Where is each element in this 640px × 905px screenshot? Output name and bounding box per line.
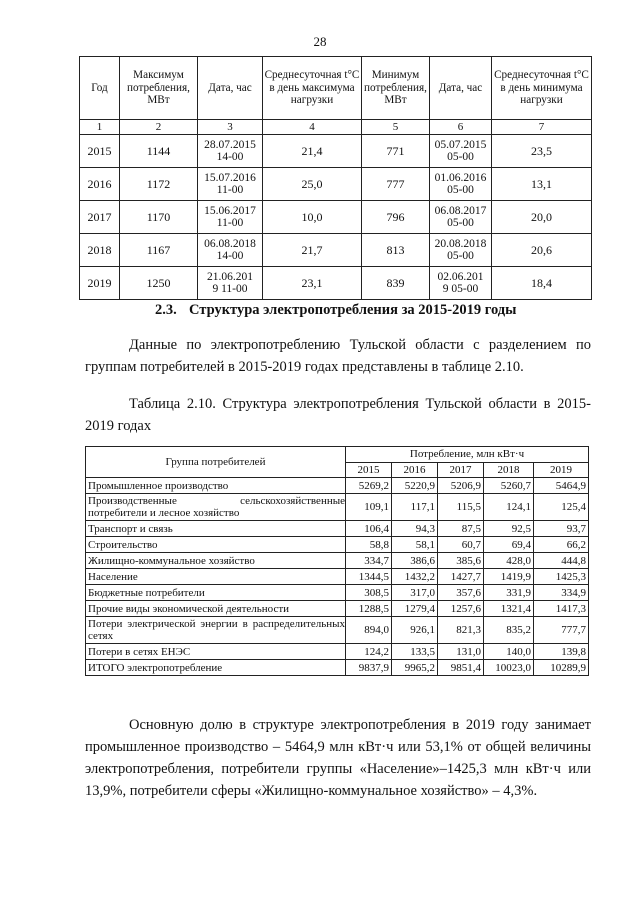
max-cell: 1144 <box>120 135 198 168</box>
min-cell: 813 <box>362 234 430 267</box>
temp-min-cell: 13,1 <box>492 168 592 201</box>
date-text: 06.08.2018 <box>204 237 256 250</box>
date-text: 15.06.2017 <box>204 204 256 217</box>
max-date-cell <box>198 201 263 234</box>
consumption-header: Потребление, млн кВт·ч <box>346 447 589 463</box>
value-cell: 106,4 <box>346 521 392 537</box>
group-cell: Транспорт и связь <box>86 521 346 537</box>
value-cell: 1419,9 <box>484 569 534 585</box>
temp-min-cell: 18,4 <box>492 267 592 300</box>
time-text: 05-00 <box>447 217 474 229</box>
header-min-temperature: Среднесуточная t°C в день минимума нагрузки <box>492 57 592 120</box>
intro-paragraph-text: Данные по электропотреблению Тульской области с разделением по группам потребителей в 2015-2019 годах представлены в таблице 2.10. <box>85 337 591 375</box>
value-cell: 331,9 <box>484 585 534 601</box>
value-cell: 5260,7 <box>484 478 534 494</box>
date-text: 21.06.201 <box>207 270 253 283</box>
table-row <box>86 601 589 617</box>
time-text: 05-00 <box>447 184 474 196</box>
value-cell: 5220,9 <box>392 478 438 494</box>
value-cell: 821,3 <box>438 617 484 644</box>
temp-max-cell: 10,0 <box>263 201 362 234</box>
value-cell: 9851,4 <box>438 660 484 676</box>
temp-min-cell: 20,6 <box>492 234 592 267</box>
value-cell: 10289,9 <box>534 660 589 676</box>
value-cell: 357,6 <box>438 585 484 601</box>
value-cell: 1288,5 <box>346 601 392 617</box>
date-text: 28.07.2015 <box>204 138 256 151</box>
value-cell: 444,8 <box>534 553 589 569</box>
value-cell: 385,6 <box>438 553 484 569</box>
date-text: 06.08.2017 <box>434 204 487 217</box>
group-cell: Производственные сельскохозяйственные потребители и лесное хозяйство <box>86 494 346 521</box>
time-text: 05-00 <box>447 250 474 262</box>
value-cell: 125,4 <box>534 494 589 521</box>
time-text: 14-00 <box>216 151 244 163</box>
table-row <box>80 267 592 300</box>
min-cell: 796 <box>362 201 430 234</box>
table-row <box>86 553 589 569</box>
value-cell: 58,8 <box>346 537 392 553</box>
min-date-cell <box>430 267 492 300</box>
header-min-consumption: Минимум потребления, МВт <box>362 57 430 120</box>
max-cell: 1250 <box>120 267 198 300</box>
value-cell: 109,1 <box>346 494 392 521</box>
group-cell: ИТОГО электропотребление <box>86 660 346 676</box>
intro-paragraph <box>85 334 591 378</box>
value-cell: 1344,5 <box>346 569 392 585</box>
value-cell: 124,1 <box>484 494 534 521</box>
header-max-temperature: Среднесуточная t°C в день максимума нагрузки <box>263 57 362 120</box>
column-index-row <box>80 120 592 135</box>
section-title: Структура электропотребления за 2015-2019 годы <box>189 302 517 318</box>
value-cell: 308,5 <box>346 585 392 601</box>
year-cell: 2018 <box>80 234 120 267</box>
group-cell: Жилищно-коммунальное хозяйство <box>86 553 346 569</box>
value-cell: 334,7 <box>346 553 392 569</box>
value-cell: 133,5 <box>392 644 438 660</box>
header-year: Год <box>80 57 120 120</box>
column-index: 6 <box>430 120 492 135</box>
value-cell: 1417,3 <box>534 601 589 617</box>
temp-max-cell: 21,7 <box>263 234 362 267</box>
column-index: 1 <box>80 120 120 135</box>
group-cell: Потери в сетях ЕНЭС <box>86 644 346 660</box>
value-cell: 5269,2 <box>346 478 392 494</box>
table-row <box>80 201 592 234</box>
value-cell: 894,0 <box>346 617 392 644</box>
year-cell: 2016 <box>80 168 120 201</box>
max-cell: 1170 <box>120 201 198 234</box>
year-header: 2018 <box>484 462 534 478</box>
consumption-structure-table <box>85 446 589 676</box>
group-cell: Строительство <box>86 537 346 553</box>
section-heading <box>155 302 516 319</box>
header-max-consumption: Максимум потребления, МВт <box>120 57 198 120</box>
value-cell: 428,0 <box>484 553 534 569</box>
value-cell: 10023,0 <box>484 660 534 676</box>
summary-paragraph <box>85 714 591 802</box>
time-text: 05-00 <box>447 151 474 163</box>
date-text: 05.07.2015 <box>434 138 487 151</box>
value-cell: 60,7 <box>438 537 484 553</box>
value-cell: 1425,3 <box>534 569 589 585</box>
value-cell: 87,5 <box>438 521 484 537</box>
value-cell: 93,7 <box>534 521 589 537</box>
column-index: 5 <box>362 120 430 135</box>
value-cell: 115,5 <box>438 494 484 521</box>
table-row <box>80 135 592 168</box>
value-cell: 117,1 <box>392 494 438 521</box>
table-row <box>80 168 592 201</box>
peak-load-table <box>79 56 592 300</box>
table-row <box>86 569 589 585</box>
value-cell: 69,4 <box>484 537 534 553</box>
year-header: 2017 <box>438 462 484 478</box>
table-row <box>86 494 589 521</box>
value-cell: 5206,9 <box>438 478 484 494</box>
min-date-cell <box>430 201 492 234</box>
value-cell: 140,0 <box>484 644 534 660</box>
year-cell: 2015 <box>80 135 120 168</box>
column-index: 4 <box>263 120 362 135</box>
table-row <box>86 617 589 644</box>
page-number: 28 <box>313 34 327 49</box>
value-cell: 124,2 <box>346 644 392 660</box>
year-header: 2019 <box>534 462 589 478</box>
max-cell: 1167 <box>120 234 198 267</box>
min-cell: 777 <box>362 168 430 201</box>
group-cell: Потери электрической энергии в распределительных сетях <box>86 617 346 644</box>
table-row <box>86 478 589 494</box>
total-row <box>86 660 589 676</box>
year-cell: 2019 <box>80 267 120 300</box>
value-cell: 139,8 <box>534 644 589 660</box>
value-cell: 926,1 <box>392 617 438 644</box>
value-cell: 334,9 <box>534 585 589 601</box>
value-cell: 1257,6 <box>438 601 484 617</box>
column-index: 7 <box>492 120 592 135</box>
time-text: 11-00 <box>216 184 244 196</box>
value-cell: 9837,9 <box>346 660 392 676</box>
year-header: 2016 <box>392 462 438 478</box>
min-date-cell <box>430 168 492 201</box>
value-cell: 1432,2 <box>392 569 438 585</box>
time-text: 9 05-00 <box>442 283 479 295</box>
min-date-cell <box>430 135 492 168</box>
value-cell: 5464,9 <box>534 478 589 494</box>
table-row <box>86 644 589 660</box>
date-text: 15.07.2016 <box>204 171 256 184</box>
max-date-cell <box>198 267 263 300</box>
value-cell: 66,2 <box>534 537 589 553</box>
temp-min-cell: 20,0 <box>492 201 592 234</box>
value-cell: 1321,4 <box>484 601 534 617</box>
value-cell: 131,0 <box>438 644 484 660</box>
group-header: Группа потребителей <box>86 447 346 478</box>
table-row <box>86 585 589 601</box>
max-cell: 1172 <box>120 168 198 201</box>
section-number: 2.3. <box>155 302 177 318</box>
header-max-date: Дата, час <box>198 57 263 120</box>
max-date-cell <box>198 135 263 168</box>
temp-min-cell: 23,5 <box>492 135 592 168</box>
max-date-cell <box>198 234 263 267</box>
column-index: 3 <box>198 120 263 135</box>
value-cell: 1279,4 <box>392 601 438 617</box>
table-row <box>86 537 589 553</box>
time-text: 9 11-00 <box>212 283 248 295</box>
year-cell: 2017 <box>80 201 120 234</box>
group-cell: Прочие виды экономической деятельности <box>86 601 346 617</box>
date-text: 20.08.2018 <box>434 237 487 250</box>
table-row <box>80 234 592 267</box>
max-date-cell <box>198 168 263 201</box>
temp-max-cell: 25,0 <box>263 168 362 201</box>
value-cell: 92,5 <box>484 521 534 537</box>
time-text: 14-00 <box>216 250 244 262</box>
group-cell: Промышленное производство <box>86 478 346 494</box>
date-text: 02.06.201 <box>437 270 484 283</box>
value-cell: 9965,2 <box>392 660 438 676</box>
year-header: 2015 <box>346 462 392 478</box>
time-text: 11-00 <box>216 217 244 229</box>
header-min-date: Дата, час <box>430 57 492 120</box>
value-cell: 777,7 <box>534 617 589 644</box>
summary-paragraph-text: Основную долю в структуре электропотребления в 2019 году занимает промышленное производство – 5464,9 млн кВт·ч или 53,1% от общей величины электропотребления, потребители группы «Население»–1425,3 млн кВт·ч или 13,9%, потребители сферы «Жилищно-коммунальное хозяйство» – 4,3%. <box>85 717 591 799</box>
date-text: 01.06.2016 <box>434 171 487 184</box>
min-cell: 771 <box>362 135 430 168</box>
table-row <box>86 521 589 537</box>
value-cell: 835,2 <box>484 617 534 644</box>
table-caption: Таблица 2.10. Структура электропотребления Тульской области в 2015-2019 годах <box>85 396 591 434</box>
min-cell: 839 <box>362 267 430 300</box>
value-cell: 94,3 <box>392 521 438 537</box>
value-cell: 386,6 <box>392 553 438 569</box>
group-cell: Бюджетные потребители <box>86 585 346 601</box>
value-cell: 317,0 <box>392 585 438 601</box>
group-cell: Население <box>86 569 346 585</box>
value-cell: 58,1 <box>392 537 438 553</box>
temp-max-cell: 23,1 <box>263 267 362 300</box>
column-index: 2 <box>120 120 198 135</box>
header-row <box>86 447 589 463</box>
temp-max-cell: 21,4 <box>263 135 362 168</box>
value-cell: 1427,7 <box>438 569 484 585</box>
min-date-cell <box>430 234 492 267</box>
